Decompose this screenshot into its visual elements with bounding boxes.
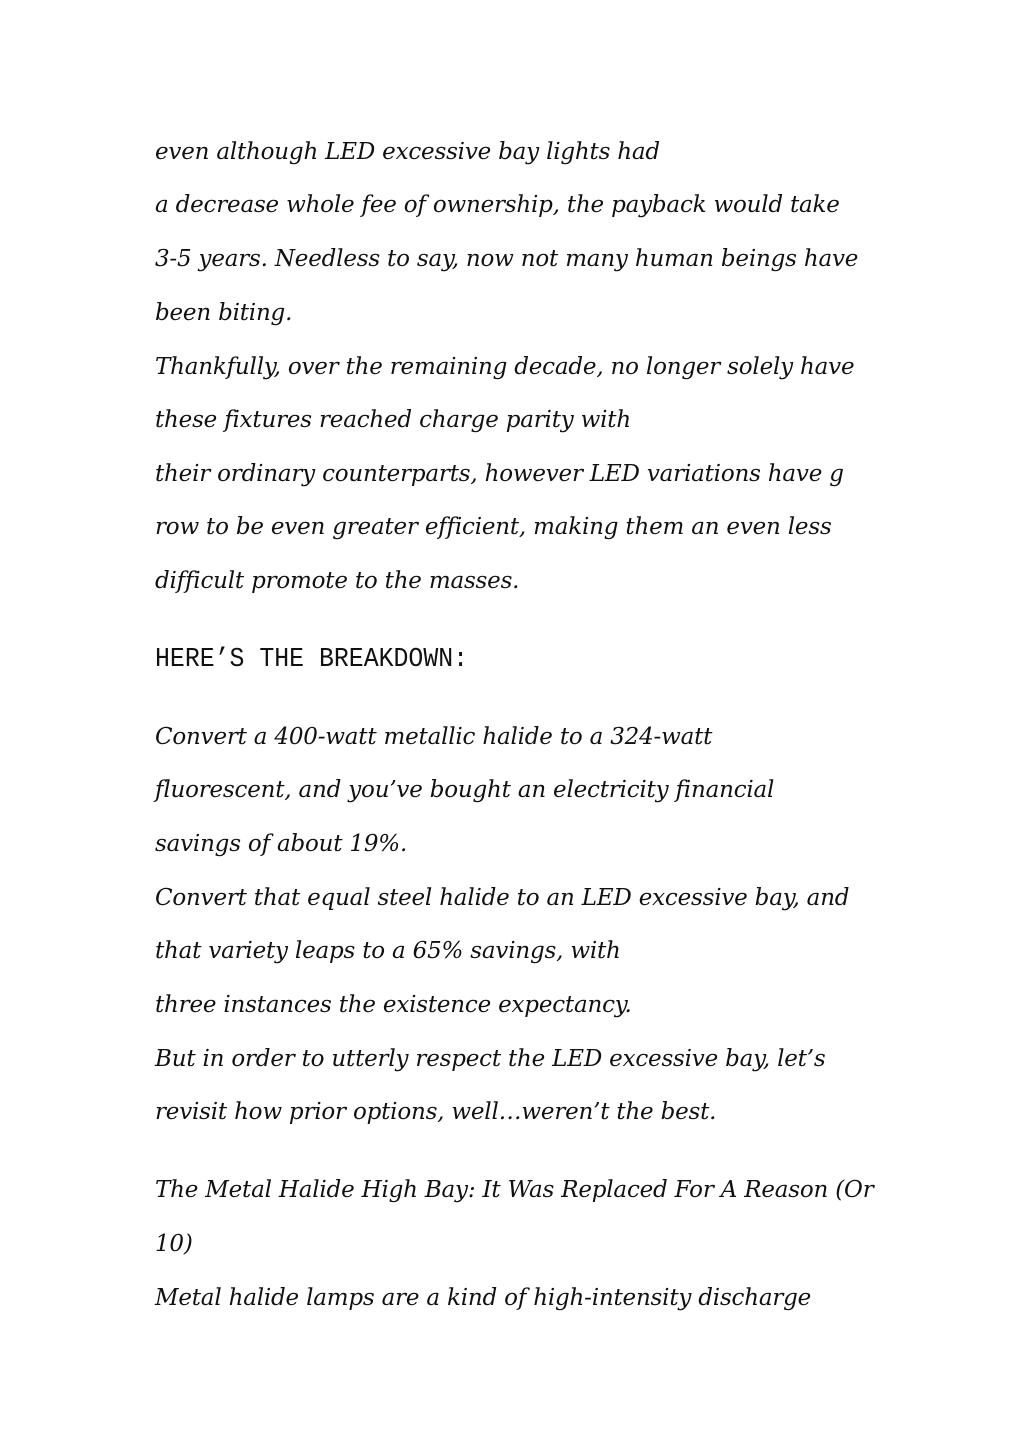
paragraph-line: Convert a 400-watt metallic halide to a 324-watt: [155, 724, 713, 750]
paragraph-line: fluorescent, and you’ve bought an electricity financial: [155, 777, 775, 803]
section-heading: HERE’S THE BREAKDOWN:: [155, 645, 469, 675]
paragraph-line: 3-5 years. Needless to say, now not many human beings have: [155, 246, 859, 272]
paragraph-line: that variety leaps to a 65% savings, with: [155, 938, 621, 964]
paragraph-line: a decrease whole fee of ownership, the payback would take: [155, 192, 840, 218]
paragraph-line: three instances the existence expectancy.: [155, 992, 632, 1018]
paragraph-line: these fixtures reached charge parity with: [155, 407, 631, 433]
subheading-line: The Metal Halide High Bay: It Was Replaced For A Reason (Or: [155, 1177, 874, 1203]
paragraph-line: their ordinary counterparts, however LED variations have g: [155, 461, 844, 487]
subheading-line: 10): [155, 1231, 193, 1257]
paragraph-line: difficult promote to the masses.: [155, 568, 520, 594]
paragraph-line: Thankfully, over the remaining decade, no longer solely have: [155, 354, 855, 380]
paragraph-line: revisit how prior options, well…weren’t the best.: [155, 1099, 717, 1125]
paragraph-line: row to be even greater efficient, making them an even less: [155, 514, 832, 540]
paragraph-line: savings of about 19%.: [155, 831, 408, 857]
paragraph-line: Metal halide lamps are a kind of high-intensity discharge: [155, 1285, 812, 1311]
paragraph-line: Convert that equal steel halide to an LED excessive bay, and: [155, 885, 850, 911]
paragraph-line: been biting.: [155, 300, 293, 326]
paragraph-line: But in order to utterly respect the LED excessive bay, let’s: [155, 1046, 826, 1072]
paragraph-line: even although LED excessive bay lights had: [155, 139, 660, 165]
